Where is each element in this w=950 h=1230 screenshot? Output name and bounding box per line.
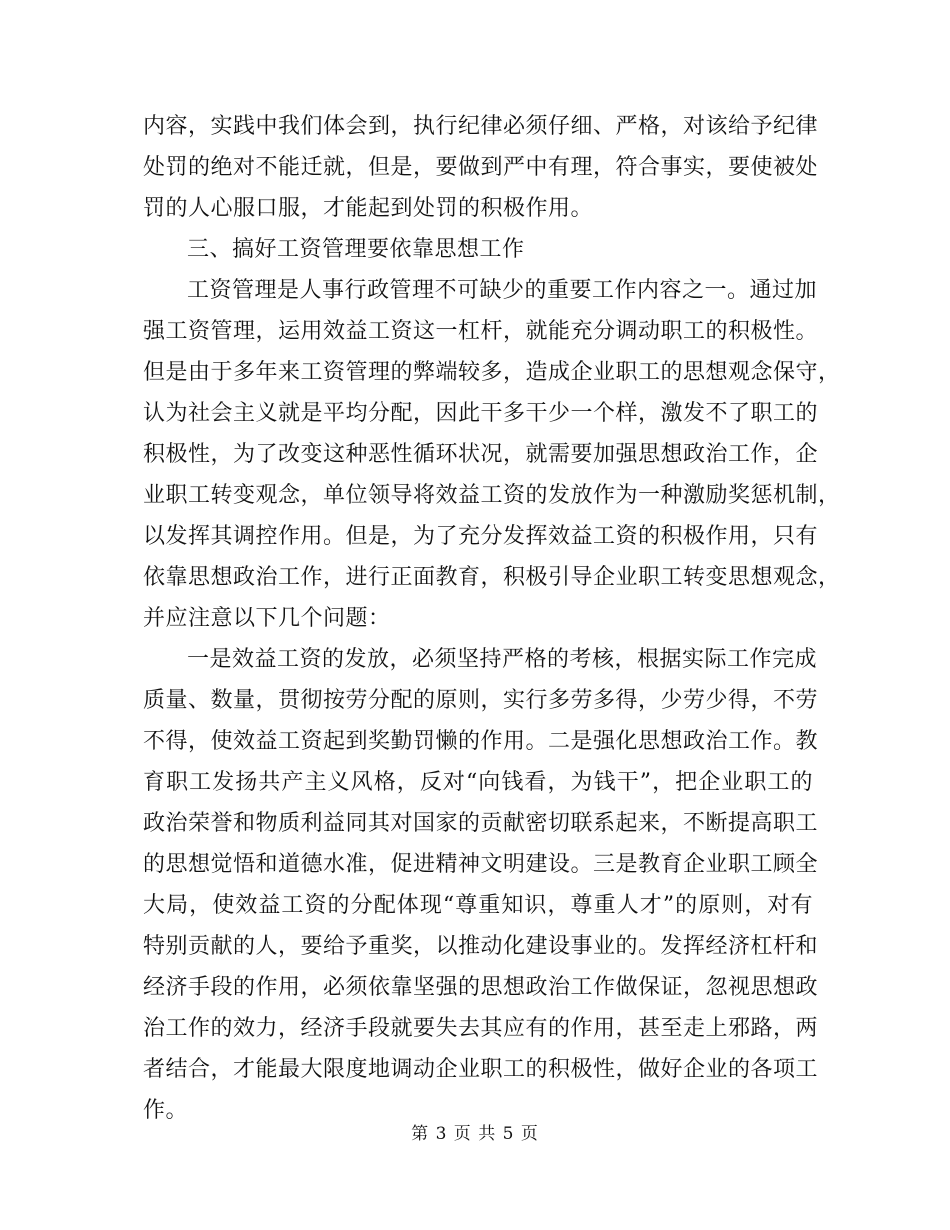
text-line: 特别贡献的人，要给予重奖，以推动化建设事业的。发挥经济杠杆和 (143, 934, 819, 959)
text-line: 作。 (143, 1098, 189, 1123)
text-line: 积极性，为了改变这种恶性循环状况，就需要加强思想政治工作，企 (143, 442, 819, 467)
text-line: 的思想觉悟和道德水准，促进精神文明建设。三是教育企业职工顾全 (143, 852, 819, 877)
text-line: 并应注意以下几个问题： (143, 606, 391, 631)
text-line: 强工资管理，运用效益工资这一杠杆，就能充分调动职工的积极性。 (143, 319, 819, 344)
text-line: 以发挥其调控作用。但是，为了充分发挥效益工资的积极作用，只有 (143, 524, 819, 549)
text-line: 业职工转变观念，单位领导将效益工资的发放作为一种激励奖惩机制， (143, 483, 841, 508)
text-line: 依靠思想政治工作，进行正面教育，积极引导企业职工转变思想观念， (143, 565, 841, 590)
text-line: 认为社会主义就是平均分配，因此干多干少一个样，激发不了职工的 (143, 401, 819, 426)
text-line: 经济手段的作用，必须依靠坚强的思想政治工作做保证，忽视思想政 (143, 975, 819, 1000)
text-line: 一是效益工资的发放，必须坚持严格的考核，根据实际工作完成 (187, 647, 818, 672)
text-line: 不得，使效益工资起到奖勤罚懒的作用。二是强化思想政治工作。教 (143, 729, 819, 754)
section-heading: 三、搞好工资管理要依靠思想工作 (187, 237, 525, 262)
text-line: 者结合，才能最大限度地调动企业职工的积极性，做好企业的各项工 (143, 1057, 819, 1082)
text-line: 大局，使效益工资的分配体现“尊重知识，尊重人才”的原则，对有 (143, 893, 813, 918)
text-line: 质量、数量，贯彻按劳分配的原则，实行多劳多得，少劳少得，不劳 (143, 688, 819, 713)
text-line: 但是由于多年来工资管理的弊端较多，造成企业职工的思想观念保守， (143, 360, 841, 385)
text-line: 政治荣誉和物质利益同其对国家的贡献密切联系起来，不断提高职工 (143, 811, 819, 836)
text-line: 罚的人心服口服，才能起到处罚的积极作用。 (143, 196, 594, 221)
text-line: 工资管理是人事行政管理不可缺少的重要工作内容之一。通过加 (187, 278, 818, 303)
text-line: 处罚的绝对不能迁就，但是，要做到严中有理，符合事实，要使被处 (143, 155, 819, 180)
text-line: 治工作的效力，经济手段就要失去其应有的作用，甚至走上邪路，两 (143, 1016, 819, 1041)
text-line: 内容，实践中我们体会到，执行纪律必须仔细、严格，对该给予纪律 (143, 114, 819, 139)
page-number: 第 3 页 共 5 页 (411, 1124, 539, 1144)
body-text (143, 106, 841, 1131)
text-line: 育职工发扬共产主义风格，反对“向钱看，为钱干”，把企业职工的 (143, 770, 813, 795)
